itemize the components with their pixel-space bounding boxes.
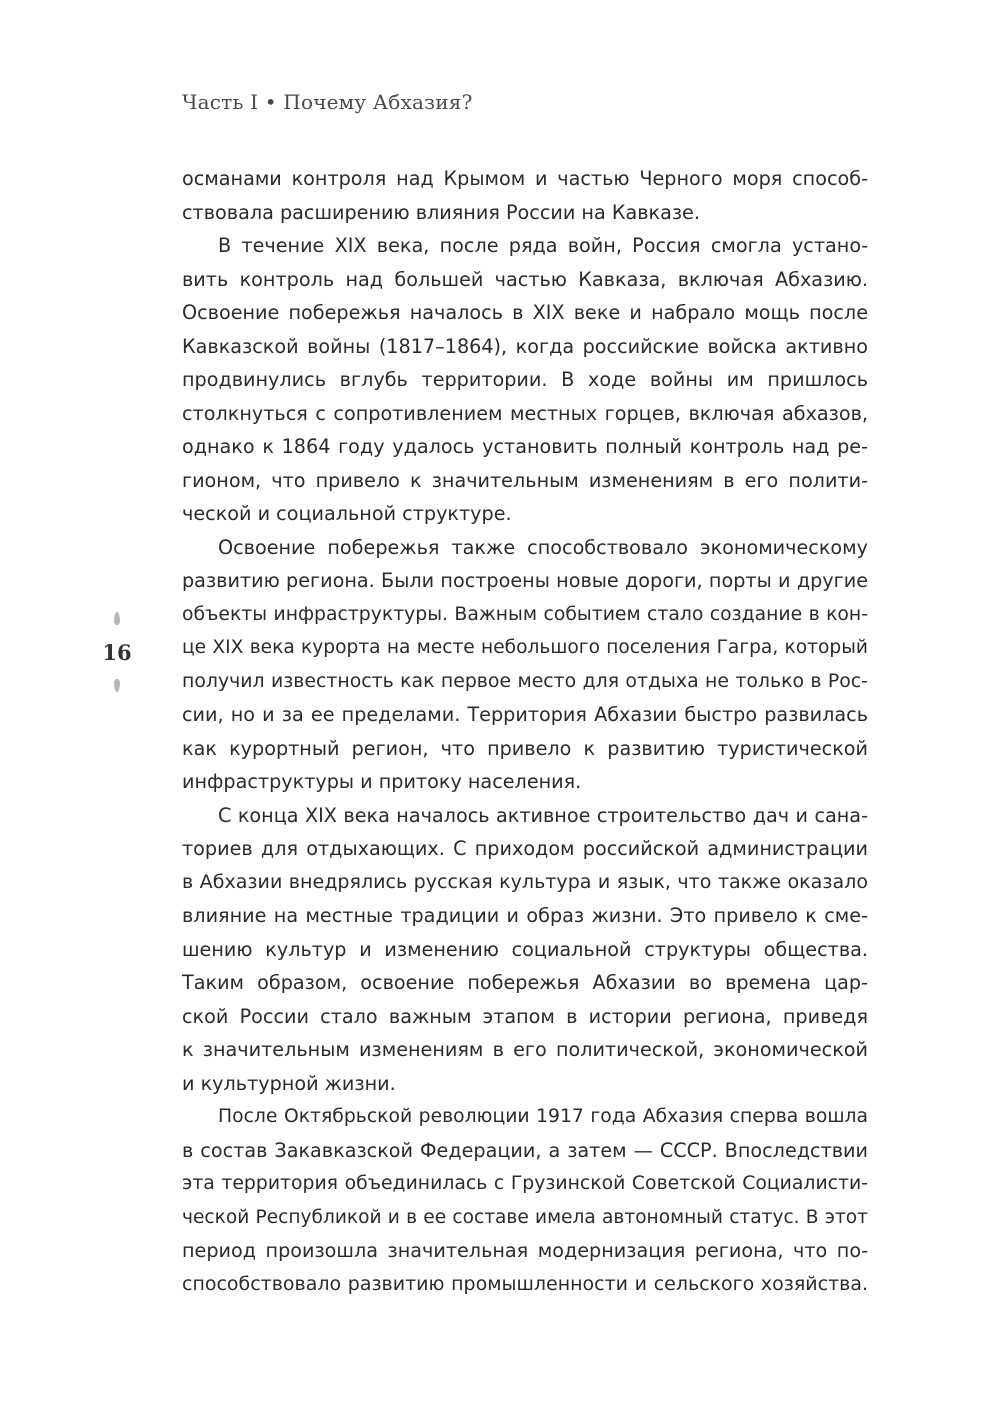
text-line: развитию региона. Были построены новые дороги, порты и другие: [182, 569, 868, 592]
text-line: шению культур и изменению социальной структуры общества.: [182, 937, 868, 961]
paragraph: [182, 531, 868, 799]
paragraph: [182, 1100, 868, 1301]
text-line: После Октябрьской революции 1917 года Абхазия сперва вошла: [218, 1106, 868, 1127]
text-line: влияние на местные традиции и образ жизни. Это привело к сме-: [182, 904, 868, 927]
text-line: столкнуться с сопротивлением местных горцев, включая абхазов,: [182, 401, 868, 425]
text-line: Кавказской войны (1817–1864), когда российские войска активно: [182, 334, 868, 358]
text-line: в состав Закавказской Федерации, а затем — СССР. Впоследствии: [182, 1138, 868, 1162]
text-line: получил известность как первое место для отдыха не только в Рос-: [182, 669, 868, 692]
text-line: османами контроля над Крымом и частью Черного моря способ-: [182, 167, 868, 190]
text-line: це XIX века курорта на месте небольшого поселения Гагра, который: [182, 637, 868, 658]
text-line: однако к 1864 году удалось установить полный контроль над ре-: [182, 435, 868, 458]
text-line: вить контроль над большей частью Кавказа, включая Абхазию.: [182, 267, 868, 291]
body-text: [182, 162, 868, 1301]
text-line: ческой Республикой и в ее составе имела автономный статус. В этот: [182, 1206, 868, 1228]
text-line: эта территория объединилась с Грузинской Советской Социалисти-: [182, 1173, 868, 1194]
text-line: период произошла значительная модернизация региона, что по-: [182, 1239, 868, 1262]
text-line: к значительным изменениям в его политической, экономической: [182, 1038, 868, 1061]
text-line: в Абхазии внедрялись русская культура и язык, что также оказало: [182, 870, 868, 893]
text-line: С конца XIX века началось активное строительство дач и сана-: [218, 803, 868, 827]
text-line: способствовало развитию промышленности и сельского хозяйства.: [182, 1272, 868, 1295]
paragraph: [182, 229, 868, 531]
page-number-ornament-top: [114, 612, 120, 625]
text-line: ствовала расширению влияния России на Кавказе.: [182, 200, 700, 224]
text-line: сии, но и за ее пределами. Территория Абхазии быстро развилась: [182, 703, 868, 726]
text-line: В течение XIX века, после ряда войн, Россия смогла устано-: [218, 234, 868, 257]
page-number-ornament-bottom: [114, 679, 120, 692]
text-line: гионом, что привело к значительным изменениям в его полити-: [182, 468, 868, 492]
text-line: ториев для отдыхающих. С приходом российской администрации: [182, 837, 868, 860]
text-line: Освоение побережья также способствовало экономическому: [218, 535, 868, 559]
paragraph: [182, 799, 868, 1101]
text-line: Таким образом, освоение побережья Абхазии во времена цар-: [182, 971, 868, 994]
text-line: объекты инфраструктуры. Важным событием стало создание в кон-: [182, 603, 868, 625]
text-line: инфраструктуры и притоку населения.: [182, 770, 582, 793]
text-line: продвинулись вглубь территории. В ходе войны им пришлось: [182, 368, 868, 391]
text-line: Освоение побережья началось в XIX веке и набрало мощь после: [182, 301, 868, 324]
paragraph: [182, 162, 868, 229]
running-head: Часть I • Почему Абхазия?: [182, 90, 473, 114]
page-number: 16: [102, 640, 132, 665]
text-line: ской России стало важным этапом в истории региона, приведя: [182, 1004, 868, 1028]
text-line: ческой и социальной структуре.: [182, 502, 512, 525]
text-line: как курортный регион, что привело к развитию туристической: [182, 736, 868, 760]
text-line: и культурной жизни.: [182, 1071, 396, 1095]
